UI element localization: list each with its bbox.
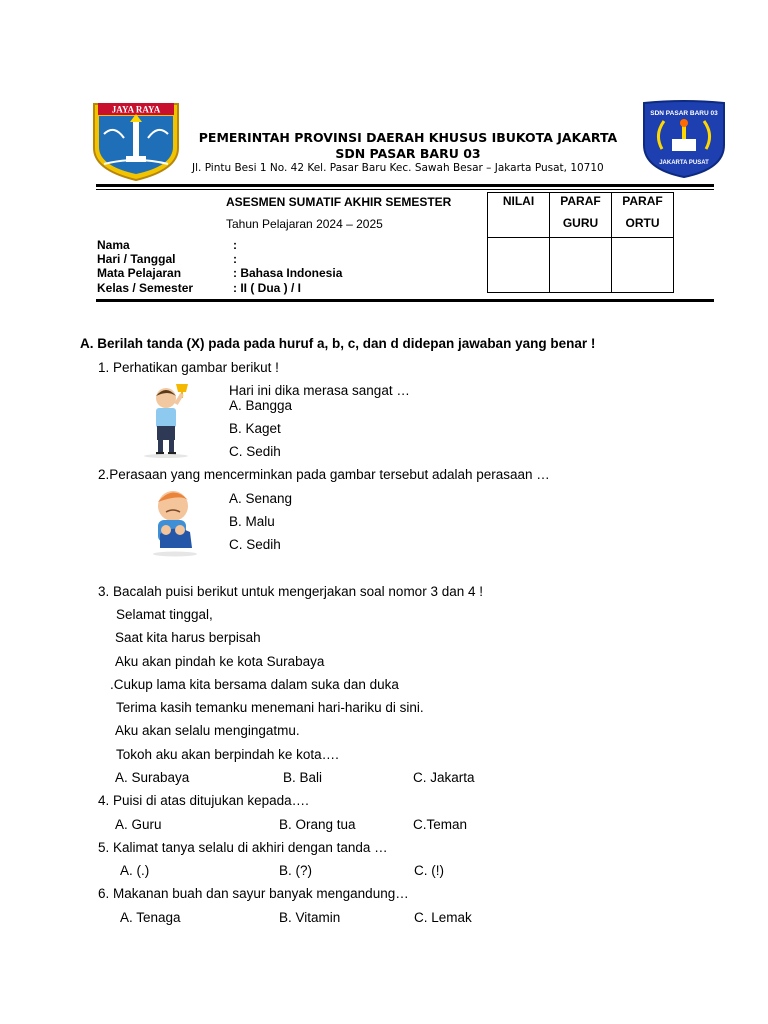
question-6: 6. Makanan buah dan sayur banyak mengandung… bbox=[98, 886, 409, 901]
section-a-instruction: A. Berilah tanda (X) pada pada huruf a, b, c, dan d didepan jawaban yang benar ! bbox=[80, 336, 596, 351]
q1-option-a[interactable]: A. Bangga bbox=[229, 398, 293, 413]
q4-option-c[interactable]: C.Teman bbox=[413, 817, 468, 832]
school-logo-top-text: SDN PASAR BARU 03 bbox=[650, 110, 718, 117]
grade-header-paraf-guru: PARAF GURU bbox=[550, 193, 612, 238]
emblem-banner-text: JAYA RAYA bbox=[111, 104, 161, 115]
q2-option-a[interactable]: A. Senang bbox=[229, 491, 293, 506]
grade-cell-paraf-ortu[interactable] bbox=[612, 238, 674, 293]
jakarta-emblem-logo bbox=[90, 100, 182, 182]
header-double-rule-bottom bbox=[96, 189, 714, 190]
field-label-nama: Nama bbox=[97, 238, 130, 252]
exam-year: Tahun Pelajaran 2024 – 2025 bbox=[226, 217, 383, 231]
question-3: 3. Bacalah puisi berikut untuk mengerjakan soal nomor 3 dan 4 ! bbox=[98, 584, 483, 599]
field-value-mapel: : Bahasa Indonesia bbox=[233, 266, 343, 280]
grade-header-nilai: NILAI bbox=[488, 193, 550, 238]
school-address: Jl. Pintu Besi 1 No. 42 Kel. Pasar Baru Kec. Sawah Besar – Jakarta Pusat, 10710 bbox=[192, 162, 604, 174]
q3-option-a[interactable]: A. Surabaya bbox=[115, 770, 190, 785]
field-value-kelas: : II ( Dua ) / I bbox=[233, 281, 301, 295]
q6-option-c[interactable]: C. Lemak bbox=[414, 910, 472, 925]
government-heading: PEMERINTAH PROVINSI DAERAH KHUSUS IBUKOTA JAKARTA bbox=[198, 130, 618, 145]
poem-line-6: Aku akan selalu mengingatmu. bbox=[115, 723, 300, 738]
exam-title: ASESMEN SUMATIF AKHIR SEMESTER bbox=[226, 195, 452, 209]
q4-option-b[interactable]: B. Orang tua bbox=[279, 817, 356, 832]
grade-cell-nilai[interactable] bbox=[488, 238, 550, 293]
poem-line-1: Selamat tinggal, bbox=[116, 607, 213, 622]
grade-table bbox=[487, 192, 674, 293]
q5-option-b[interactable]: B. (?) bbox=[279, 863, 313, 878]
q5-option-c[interactable]: C. (!) bbox=[414, 863, 444, 878]
field-label-kelas: Kelas / Semester bbox=[97, 281, 194, 295]
school-logo-bottom-text: JAKARTA PUSAT bbox=[659, 160, 709, 166]
field-value-nama: : bbox=[233, 238, 237, 252]
q2-option-c[interactable]: C. Sedih bbox=[229, 537, 281, 552]
poem-line-5: Terima kasih temanku menemani hari-hariku di sini. bbox=[116, 700, 424, 715]
school-logo bbox=[640, 99, 728, 179]
field-value-tanggal: : bbox=[233, 252, 237, 266]
poem-line-4: .Cukup lama kita bersama dalam suka dan duka bbox=[110, 677, 399, 692]
grade-header-paraf-ortu: PARAF ORTU bbox=[612, 193, 674, 238]
poem-line-2: Saat kita harus berpisah bbox=[115, 630, 261, 645]
q6-option-b[interactable]: B. Vitamin bbox=[279, 910, 341, 925]
question-3-prompt: Tokoh aku akan berpindah ke kota…. bbox=[116, 747, 339, 762]
q3-option-c[interactable]: C. Jakarta bbox=[413, 770, 475, 785]
q3-option-b[interactable]: B. Bali bbox=[283, 770, 323, 785]
grade-cell-paraf-guru[interactable] bbox=[550, 238, 612, 293]
q5-option-a[interactable]: A. (.) bbox=[120, 863, 150, 878]
field-label-mapel: Mata Pelajaran bbox=[97, 266, 182, 280]
q6-option-a[interactable]: A. Tenaga bbox=[120, 910, 181, 925]
info-bottom-rule bbox=[96, 299, 714, 302]
sad-boy-illustration bbox=[146, 486, 204, 558]
question-5: 5. Kalimat tanya selalu di akhiri dengan tanda … bbox=[98, 840, 388, 855]
q2-option-b[interactable]: B. Malu bbox=[229, 514, 275, 529]
question-4: 4. Puisi di atas ditujukan kepada…. bbox=[98, 793, 309, 808]
poem-line-3: Aku akan pindah ke kota Surabaya bbox=[115, 654, 325, 669]
q1-option-b[interactable]: B. Kaget bbox=[229, 421, 281, 436]
q4-option-a[interactable]: A. Guru bbox=[115, 817, 162, 832]
proud-boy-illustration bbox=[136, 380, 206, 458]
question-1-prompt: Hari ini dika merasa sangat … bbox=[229, 383, 410, 398]
field-label-tanggal: Hari / Tanggal bbox=[97, 252, 176, 266]
school-name: SDN PASAR BARU 03 bbox=[335, 146, 481, 161]
question-2: 2.Perasaan yang mencerminkan pada gambar tersebut adalah perasaan … bbox=[98, 467, 550, 482]
header-double-rule-top bbox=[96, 184, 714, 187]
question-1: 1. Perhatikan gambar berikut ! bbox=[98, 360, 279, 375]
q1-option-c[interactable]: C. Sedih bbox=[229, 444, 281, 459]
